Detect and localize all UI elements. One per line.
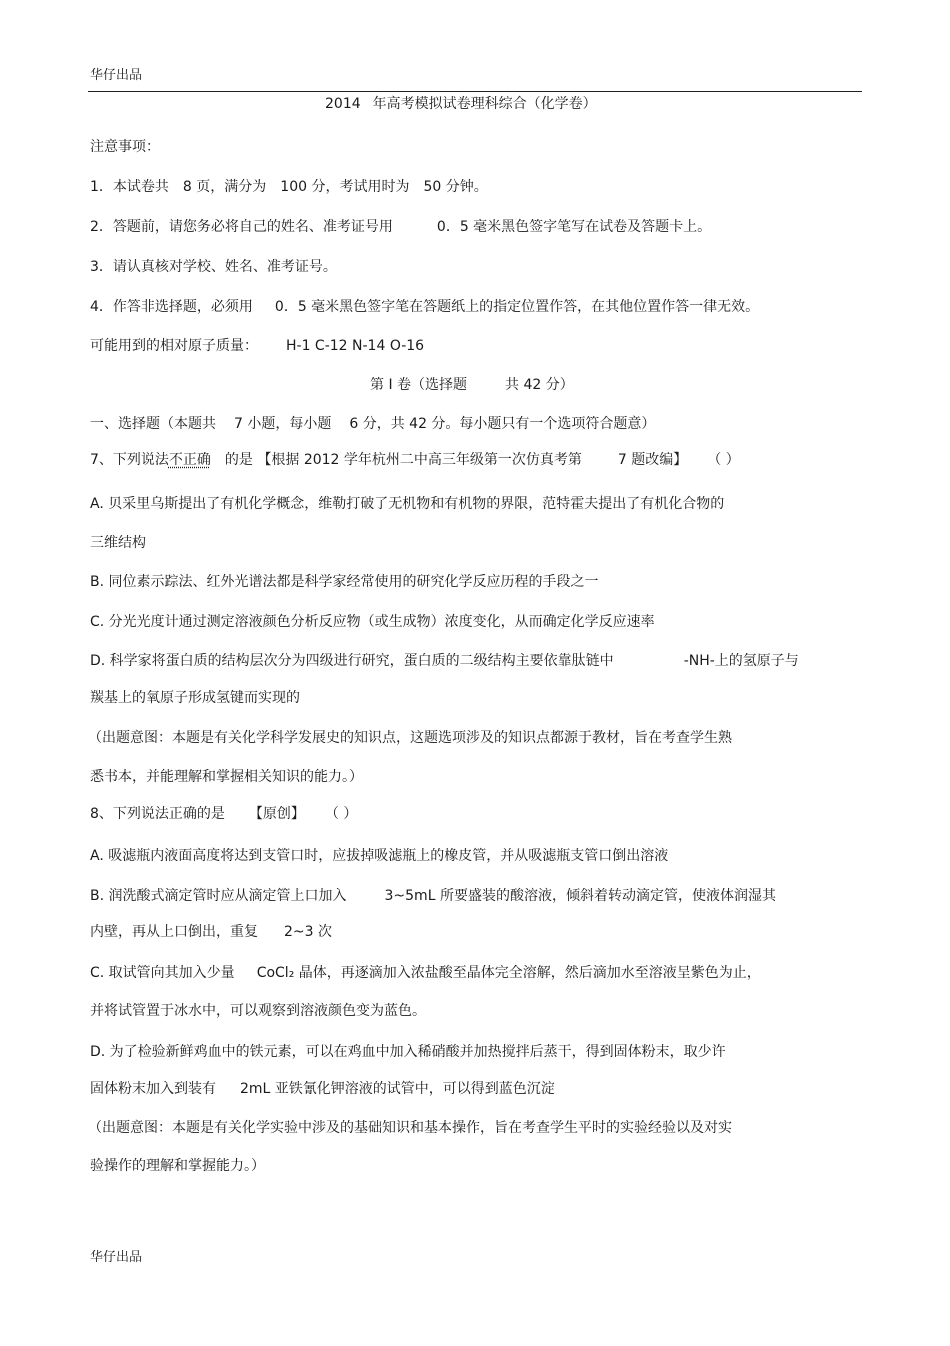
q8-option-c-line1: C. 取试管向其加入少量 CoCl₂ 晶体，再逐滴加入浓盐酸至晶体完全溶解，然后滴加水至溶液呈紫色为止， [90,965,761,981]
q7-intent-line1: （出题意图：本题是有关化学科学发展史的知识点，这题选项涉及的知识点都源于教材，旨在考查学生熟 [88,730,732,746]
notice-item-1: 1．本试卷共 8 页，满分为 100 分，考试用时为 50 分钟。 [90,179,488,195]
notice-item-4: 4．作答非选择题，必须用 0．5 毫米黑色签字笔在答题纸上的指定位置作答，在其他位置作答一律无效。 [90,299,760,315]
q8-intent-line1: （出题意图：本题是有关化学实验中涉及的基础知识和基本操作，旨在考查学生平时的实验经验以及对实 [88,1120,732,1136]
q8-option-a: A. 吸滤瓶内液面高度将达到支管口时，应拔掉吸滤瓶上的橡皮管，并从吸滤瓶支管口倒出溶液 [90,848,669,864]
question-7-stem: 7、下列说法不正确 的是 【根据 2012 学年杭州二中高三年级第一次仿真考第 7 题改编】 （ ） [90,452,740,468]
q7-option-d-line2: 羰基上的氧原子形成氢键而实现的 [90,690,300,706]
atomic-masses: 可能用到的相对原子质量： H-1 C-12 N-14 O-16 [90,338,425,354]
q8-option-b-line1: B. 润洗酸式滴定管时应从滴定管上口加入 3~5mL 所要盛装的酸溶液，倾斜着转动滴定管，使液体润湿其 [90,888,776,904]
notice-heading: 注意事项： [90,139,160,155]
title-year: 2014 [325,96,361,112]
q7-option-c: C. 分光光度计通过测定溶液颜色分析反应物（或生成物）浓度变化，从而确定化学反应速率 [90,614,655,630]
emphasis-not-correct: 不正确 [168,452,211,468]
exam-title [325,94,597,114]
section-one-heading: 一、选择题（本题共 7 小题，每小题 6 分，共 42 分。每小题只有一个选项符合题意） [90,416,656,432]
q7-option-a-line2: 三维结构 [90,535,146,551]
page-footer: 华仔出品 [90,1250,143,1265]
q8-option-d-line2: 固体粉末加入到装有 2mL 亚铁氰化钾溶液的试管中，可以得到蓝色沉淀 [90,1081,555,1097]
q7-option-a-line1: A. 贝采里乌斯提出了有机化学概念，维勒打破了无机物和有机物的界限，范特霍夫提出了有机化合物的 [90,496,725,512]
notice-item-2: 2．答题前，请您务必将自己的姓名、准考证号用 0．5 毫米黑色签字笔写在试卷及答题卡上。 [90,219,712,235]
q7-intent-line2: 悉书本，并能理解和掌握相关知识的能力。） [90,769,363,785]
q8-intent-line2: 验操作的理解和掌握能力。） [90,1158,265,1174]
question-8-stem: 8、下列说法正确的是 【原创】 （ ） [90,806,358,822]
title-text: 年高考模拟试卷理科综合（化学卷） [372,96,597,112]
q7-option-d-line1: D. 科学家将蛋白质的结构层次分为四级进行研究，蛋白质的二级结构主要依靠肽链中 -NH-上的氢原子与 [90,653,799,669]
q8-option-b-line2: 内壁，再从上口倒出，重复 2~3 次 [90,924,332,940]
part-one-heading: 第 I 卷（选择题 共 42 分） [370,377,574,393]
q8-option-c-line2: 并将试管置于冰水中，可以观察到溶液颜色变为蓝色。 [90,1003,426,1019]
notice-item-3: 3．请认真核对学校、姓名、准考证号。 [90,259,337,275]
q8-option-d-line1: D. 为了检验新鲜鸡血中的铁元素，可以在鸡血中加入稀硝酸并加热搅拌后蒸干，得到固体粉末，取少许 [90,1044,726,1060]
page-header: 华仔出品 [90,68,143,83]
q7-option-b: B. 同位素示踪法、红外光谱法都是科学家经常使用的研究化学反应历程的手段之一 [90,574,599,590]
header-rule [88,91,862,92]
